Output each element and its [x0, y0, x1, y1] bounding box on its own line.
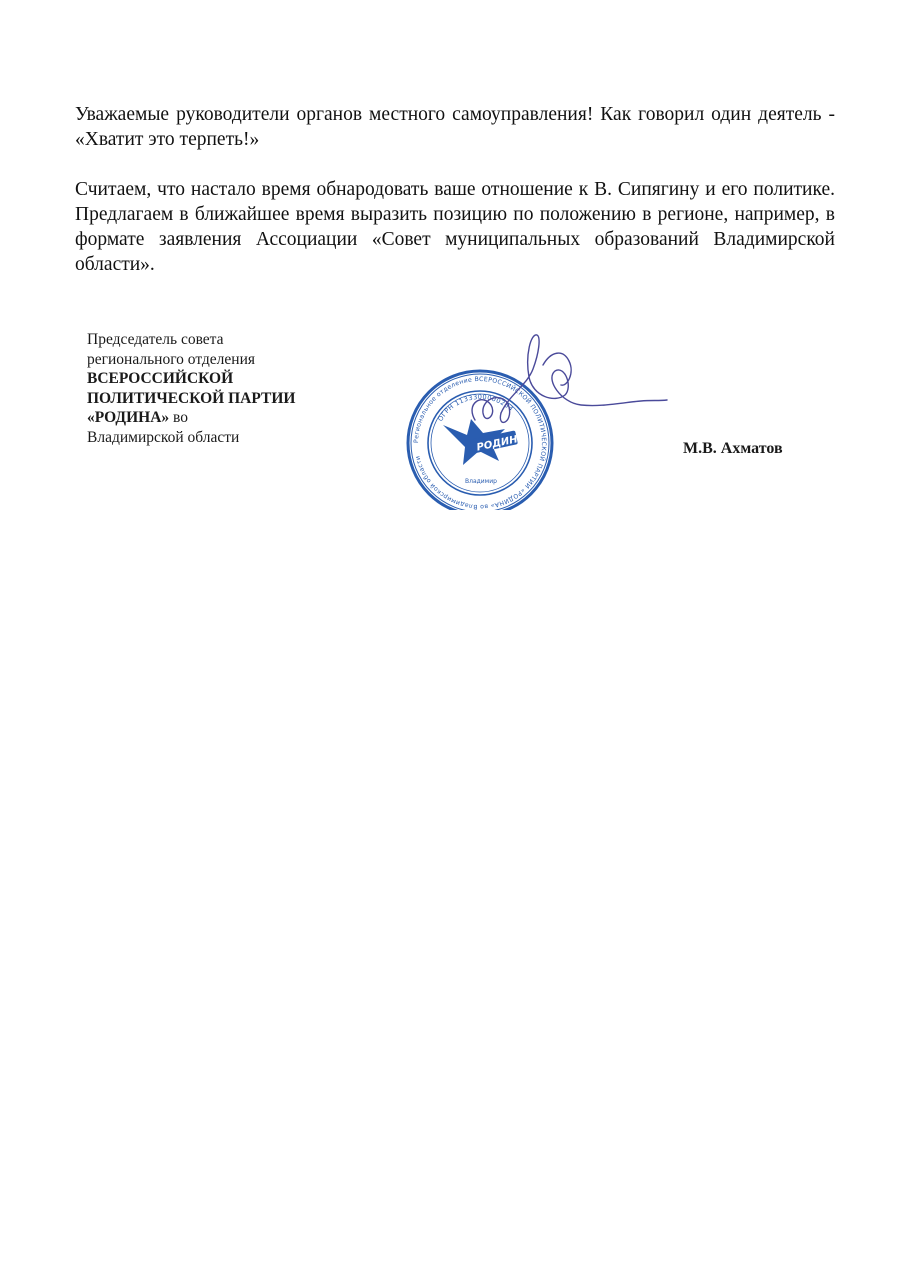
signer-party-line	[87, 408, 387, 428]
party-stamp-and-signature	[405, 325, 675, 510]
signer-party-line: ВСЕРОССИЙСКОЙ	[87, 370, 234, 387]
stamp-ogrn: ОГРН 1133300000234	[436, 392, 515, 423]
signer-title-line: регионального отделения	[87, 350, 256, 368]
letter-paragraph-1: Уважаемые руководители органов местного самоуправления! Как говорил один деятель - «Хватит это терпеть!»	[75, 104, 835, 150]
signer-title-line: Председатель совета	[87, 331, 224, 348]
signer-party-line: ПОЛИТИЧЕСКОЙ ПАРТИИ	[87, 389, 296, 407]
party-name: «РОДИНА»	[87, 409, 170, 426]
handwritten-signature	[472, 335, 667, 423]
stamp-bottom-text: Владимир	[465, 478, 497, 485]
letter-body	[75, 102, 835, 277]
signer-region-line: Владимирской области	[87, 428, 240, 446]
stamp-star-emblem-icon	[443, 419, 526, 465]
signer-title-block	[87, 330, 387, 447]
letter-paragraph-2: Считаем, что настало время обнародовать ваше отношение к В. Сипягину и его политике. Предлагаем в ближайшее время выразить позицию по положению в регионе, например, в формате заявления Ассоциации «Совет муниципальных образований Владимирской области».	[75, 179, 835, 275]
party-preposition: во	[169, 409, 188, 426]
stamp-emblem-label: РОДИНА	[475, 432, 527, 454]
stamp-ring-text: Региональное отделение ВСЕРОССИЙСКОЙ ПОЛИТИЧЕСКОЙ ПАРТИИ «РОДИНА» во Владимирской области	[412, 375, 548, 510]
signer-name: М.В. Ахматов	[683, 440, 783, 457]
